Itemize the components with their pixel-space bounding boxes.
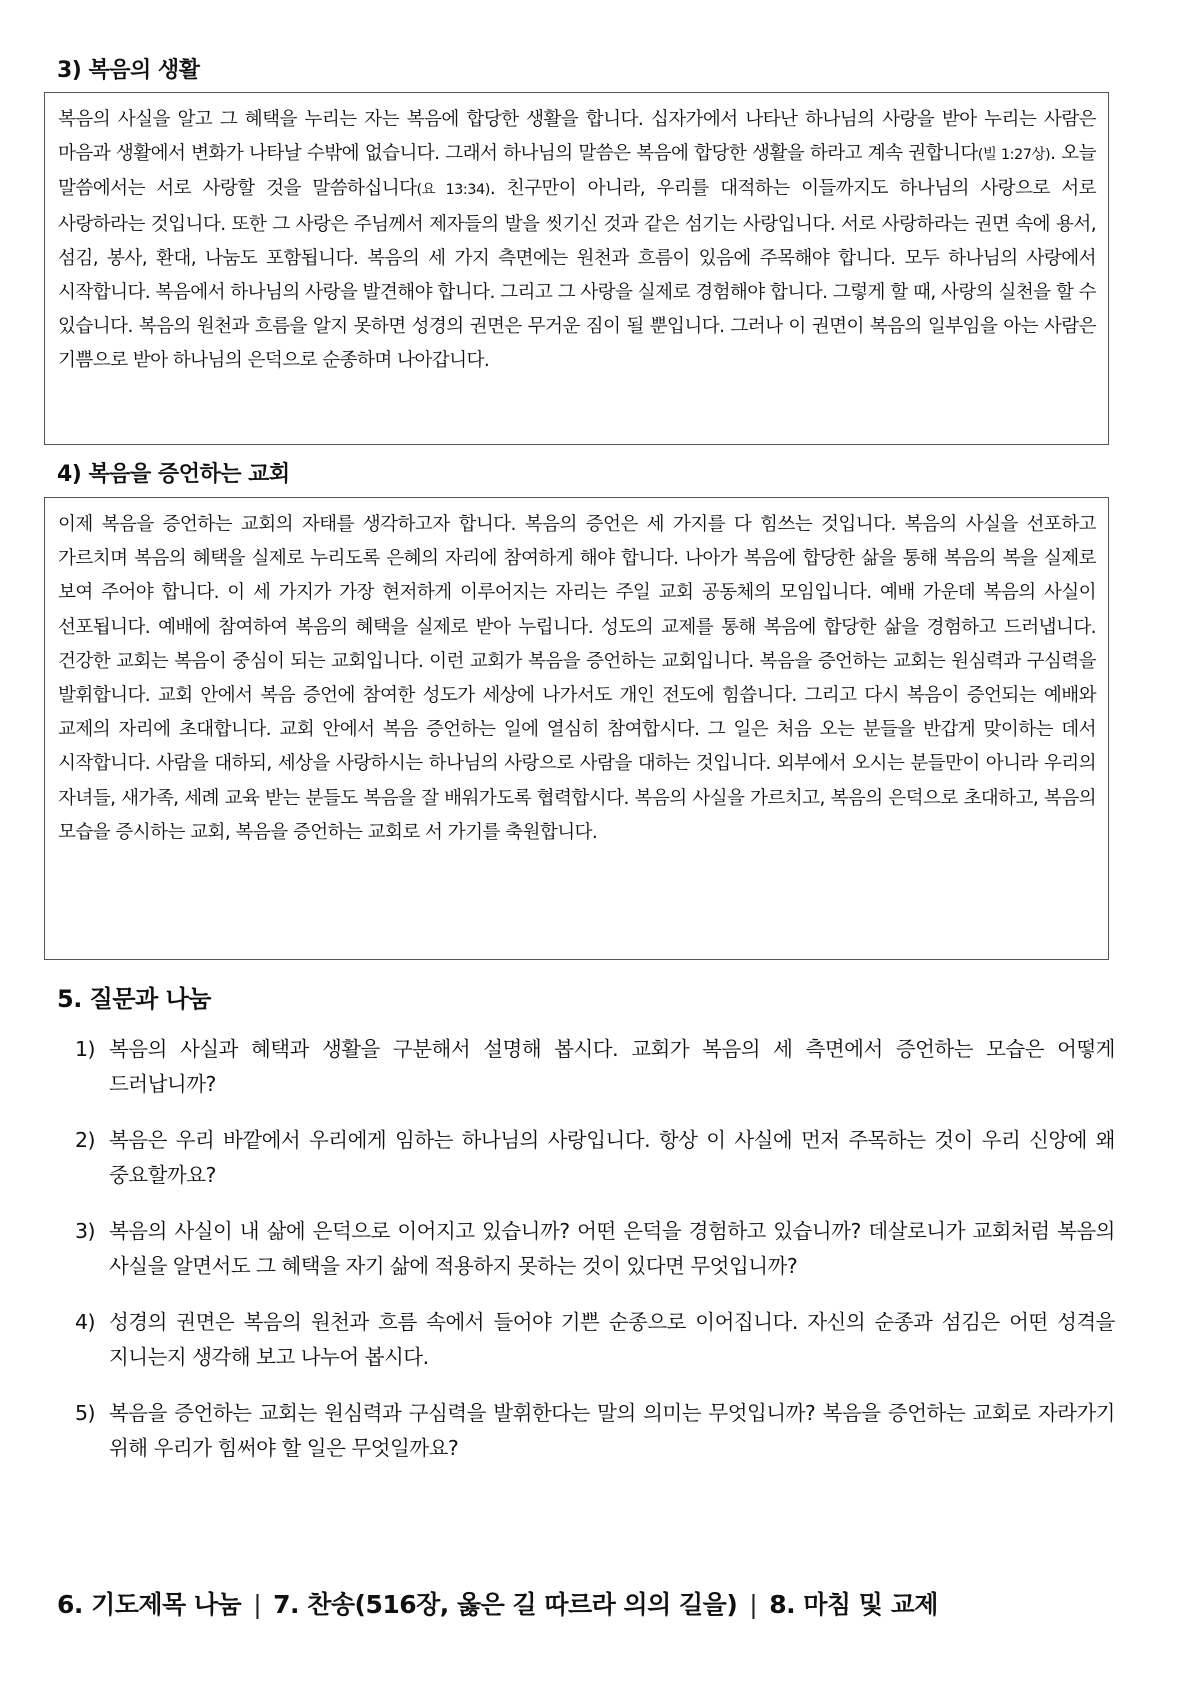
section-4-paragraph: 이제 복음을 증언하는 교회의 자태를 생각하고자 합니다. 복음의 증언은 세 가지를 다 힘쓰는 것입니다. 복음의 사실을 선포하고 가르치며 복음의 혜택을 실제로 누리도록 은혜의 자리에 참여하게 해야 합니다. 나아가 복음에 합당한 삶을 통해 복음의 복을 실제로 보여 주어야 합니다. 이 세 가지가 가장 현저하게 이루어지는 자리는 주일 교회 공동체의 모임입니다. 예배 가운데 복음의 사실이 선포됩니다. 예배에 참여하여 복음의 혜택을 실제로 받아 누립니다. 성도의 교제를 통해 복음에 합당한 삶을 경험하고 드러냅니다. 건강한 교회는 복음이 중심이 되는 교회입니다. 이런 교회가 복음을 증언하는 교회입니다. 복음을 증언하는 교회는 원심력과 구심력을 발휘합니다. 교회 안에서 복음 증언에 참여한 성도가 세상에 나가서도 개인 전도에 힘씁니다. 그리고 다시 복음이 증언되는 예배와 교제의 자리에 초대합니다. 교회 안에서 복음 증언하는 일에 열심히 참여합시다. 그 일은 처음 오는 분들을 반갑게 맞이하는 데서 시작합니다. 사람을 대하되, 세상을 사랑하시는 하나님의 사랑으로 사람을 대하는 것입니다. 외부에서 오시는 분들만이 아니라 우리의 자녀들, 새가족, 세례 교육 받는 분들도 복음을 잘 배워가도록 협력합시다. 복음의 사실을 가르치고, 복음의 은덕으로 초대하고, 복음의 모습을 증시하는 교회, 복음을 증언하는 교회로 서 가기를 축원합니다. bbox=[58, 514, 1096, 843]
section-3-text-part3: . 친구만이 아니라, 우리를 대적하는 이들까지도 하나님의 사랑으로 서로 사랑하라는 것입니다. 또한 그 사랑은 주님께서 제자들의 발을 씻기신 것과 같은 섬기는 사랑입니다. 서로 사랑하라는 권면 속에 용서, 섬김, 봉사, 환대, 나눔도 포함됩니다. 복음의 세 가지 측면에는 원천과 흐름이 있음에 주목해야 합니다. 모두 하나님의 사랑에서 시작합니다. 복음에서 하나님의 사랑을 발견해야 합니다. 그리고 그 사랑을 실제로 경험해야 합니다. 그렇게 할 때, 사랑의 실천을 할 수 있습니다. 복음의 원천과 흐름을 알지 못하면 성경의 권면은 무거운 짐이 될 뿐입니다. 그러나 이 권면이 복음의 일부임을 아는 사람은 기쁨으로 받아 하나님의 은덕으로 순종하며 나아갑니다. bbox=[58, 178, 1096, 372]
question-text: 복음을 증언하는 교회는 원심력과 구심력을 발휘한다는 말의 의미는 무엇입니까? 복음을 증언하는 교회로 자라가기 위해 우리가 힘써야 할 일은 무엇일까요? bbox=[109, 1401, 1115, 1460]
question-number: 2) bbox=[75, 1128, 96, 1152]
question-text: 성경의 권면은 복음의 원천과 흐름 속에서 들어야 기쁜 순종으로 이어집니다. 자신의 순종과 섬김은 어떤 성격을 지니는지 생각해 보고 나누어 봅시다. bbox=[109, 1310, 1115, 1369]
scripture-reference-john: (요 13:34) bbox=[416, 182, 490, 199]
section-5-heading: 5. 질문과 나눔 bbox=[57, 985, 211, 1013]
section-3-heading: 3) 복음의 생활 bbox=[57, 58, 200, 83]
question-item-5 bbox=[75, 1396, 1115, 1466]
section-3-text-part2: . 오늘 말씀에서는 서로 사랑할 것을 말씀하십니다 bbox=[58, 143, 1096, 200]
scripture-reference-phil: (빌 1:27상) bbox=[977, 147, 1051, 164]
section-3-paragraph bbox=[58, 103, 1096, 379]
separator: | bbox=[253, 1590, 262, 1619]
section-3-text-part1: 복음의 사실을 알고 그 혜택을 누리는 자는 복음에 합당한 생활을 합니다. 십자가에서 나타난 하나님의 사랑을 받아 누리는 사람은 마음과 생활에서 변화가 나타날 수밖에 없습니다. 그래서 하나님의 말씀은 복음에 합당한 생활을 하라고 계속 권합니다 bbox=[58, 109, 1096, 165]
question-number: 5) bbox=[75, 1401, 96, 1425]
closing-items-line bbox=[57, 1588, 938, 1622]
prayer-sharing-item: 6. 기도제목 나눔 bbox=[57, 1590, 242, 1619]
question-item-4 bbox=[75, 1305, 1115, 1375]
question-item-3 bbox=[75, 1214, 1115, 1284]
question-number: 3) bbox=[75, 1219, 96, 1243]
question-text: 복음의 사실과 혜택과 생활을 구분해서 설명해 봅시다. 교회가 복음의 세 측면에서 증언하는 모습은 어떻게 드러납니까? bbox=[109, 1037, 1115, 1096]
question-list bbox=[75, 1032, 1115, 1487]
question-number: 1) bbox=[75, 1037, 96, 1061]
section-4-box bbox=[44, 497, 1109, 960]
closing-fellowship-item: 8. 마침 및 교제 bbox=[769, 1590, 938, 1619]
question-number: 4) bbox=[75, 1310, 96, 1334]
question-item-1 bbox=[75, 1032, 1115, 1102]
question-text: 복음의 사실이 내 삶에 은덕으로 이어지고 있습니까? 어떤 은덕을 경험하고 있습니까? 데살로니가 교회처럼 복음의 사실을 알면서도 그 혜택을 자기 삶에 적용하지 못하는 것이 있다면 무엇입니까? bbox=[109, 1219, 1115, 1278]
section-3-box bbox=[44, 92, 1109, 445]
question-text: 복음은 우리 바깥에서 우리에게 임하는 하나님의 사랑입니다. 항상 이 사실에 먼저 주목하는 것이 우리 신앙에 왜 중요할까요? bbox=[109, 1128, 1115, 1187]
hymn-item: 7. 찬송(516장, 옳은 길 따르라 의의 길을) bbox=[273, 1590, 738, 1619]
separator: | bbox=[749, 1590, 758, 1619]
question-item-2 bbox=[75, 1123, 1115, 1193]
section-4-heading: 4) 복음을 증언하는 교회 bbox=[57, 462, 290, 487]
